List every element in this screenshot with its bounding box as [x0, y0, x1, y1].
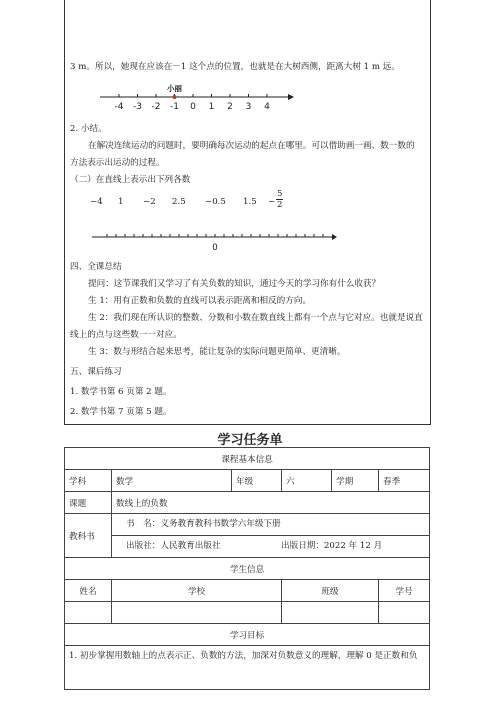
publisher-row	[112, 536, 429, 557]
textbook-details	[112, 514, 430, 558]
number-line-1-tick-label: 4	[264, 102, 270, 112]
task2-title: （二）在直线上表示出下列各数	[70, 175, 191, 185]
book-name: 书 名：义务教育教科书数学六年级下册	[126, 519, 281, 529]
number-item: 2.5	[172, 197, 186, 207]
exercise-1: 1. 数学书第 6 页第 2 题。	[70, 387, 172, 397]
name-label: 姓名	[65, 580, 112, 602]
fraction-denominator: 2	[277, 200, 283, 210]
subject-label: 学科	[65, 470, 112, 492]
number-line-1-tick-label: -3	[133, 102, 142, 112]
number-line-2	[88, 228, 338, 254]
term-value: 春季	[379, 470, 430, 492]
term-label: 学期	[332, 470, 379, 492]
publisher: 出版社：人民教育出版社	[126, 541, 221, 551]
student2-answer-1: 生 2：我们现在所认识的整数、分数和小数在数直线上都有一个点与它对应。也就是说直	[88, 313, 423, 323]
summary-p2: 方法表示出运动的过程。	[70, 158, 165, 168]
fraction	[276, 189, 283, 210]
question-text: 提问：这节课我们又学习了有关负数的知识，通过今天的学习你有什么收获？	[88, 279, 381, 289]
student-info-header: 学生信息	[65, 558, 430, 580]
number-line-1-arrow	[288, 94, 294, 100]
grade-label: 年级	[232, 470, 282, 492]
grade-value: 六	[282, 470, 332, 492]
lesson-line1: 3 m。所以，她现在应该在－1 这个点的位置，也就是在大树西侧，距离大树 1 m 远。	[70, 62, 400, 72]
student-id-field[interactable]	[379, 602, 430, 624]
name-field[interactable]	[65, 602, 112, 624]
number-line-1-tick-label: -2	[151, 102, 161, 112]
number-line-1	[98, 80, 298, 120]
number-item: 1.5	[243, 197, 257, 207]
fraction-sign: −	[268, 197, 276, 207]
number-line-2-zero: 0	[212, 243, 218, 253]
summary-p1: 在解决连续运动的问题时，要明确每次运动的起点在哪里。可以借助画一画、数一数的	[88, 141, 415, 151]
goal-1: 1. 初步掌握用数轴上的点表示正、负数的方法，加深对负数意义的理解，理解 0 是正数和负	[65, 646, 430, 690]
student1-answer: 生 1：用有正数和负数的直线可以表示距离和相反的方向。	[88, 296, 312, 306]
subject-value: 数学	[112, 470, 232, 492]
number-line-1-tick-label: 2	[227, 102, 233, 112]
number-item: −0.5	[205, 197, 226, 207]
topic-value: 数线上的负数	[112, 492, 430, 514]
number-item: −2	[143, 197, 156, 207]
number-item: 1	[118, 197, 124, 207]
number-line-1-tick-label: 3	[245, 102, 252, 112]
school-label: 学校	[112, 580, 282, 602]
class-label: 班级	[282, 580, 379, 602]
fraction-numerator: 5	[277, 189, 283, 199]
section-4-title: 四、全课总结	[70, 262, 122, 272]
number-item: −4	[90, 197, 103, 207]
person-label: 小丽	[167, 84, 182, 93]
book-name-row	[112, 514, 429, 536]
student-id-label: 学号	[379, 580, 430, 602]
school-field[interactable]	[112, 602, 282, 624]
number-line-1-tick-label: -4	[114, 102, 124, 112]
textbook-label: 教科书	[65, 514, 112, 558]
class-field[interactable]	[282, 602, 379, 624]
number-line-1-tick-label: 1	[208, 102, 215, 112]
number-line-1-tick-label: -1	[170, 102, 179, 112]
section-5-title: 五、课后练习	[70, 367, 122, 377]
student3-answer: 生 3：数与形结合起来思考，能让复杂的实际问题更简单、更清晰。	[88, 347, 346, 357]
summary-title: 2. 小结。	[70, 124, 107, 134]
student2-answer-2: 线上的点与这些数一一对应。	[70, 330, 182, 340]
person-marker	[173, 95, 177, 99]
worksheet-title: 学习任务单	[217, 433, 283, 448]
course-info-header: 课程基本信息	[65, 448, 430, 470]
worksheet-table	[64, 447, 430, 690]
exercise-2: 2. 数学书第 7 页第 5 题。	[70, 407, 172, 417]
publish-date: 出版日期：2022 年 12 月	[281, 541, 383, 551]
topic-label: 课题	[65, 492, 112, 514]
goals-header: 学习目标	[65, 624, 430, 646]
number-line-1-tick-label: 0	[190, 102, 196, 112]
